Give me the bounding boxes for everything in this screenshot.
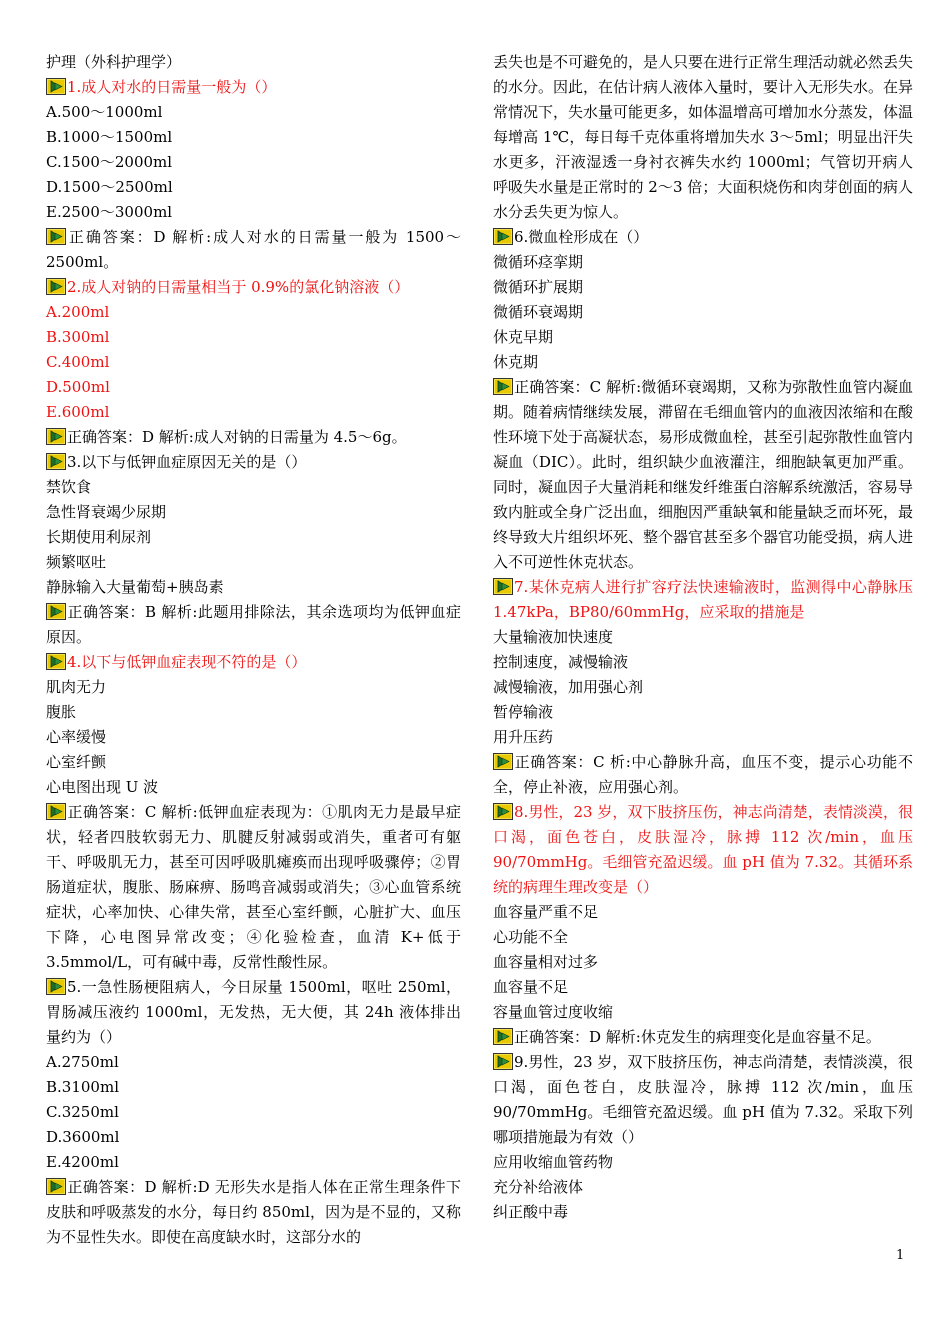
option-text: 大量输液加快速度	[493, 628, 614, 646]
option-text: C.1500～2000ml	[46, 153, 173, 171]
option	[46, 575, 461, 600]
option-text: 静脉输入大量葡萄+胰岛素	[46, 578, 224, 596]
bookmark-icon	[46, 803, 66, 820]
option	[493, 700, 913, 725]
left-column	[46, 50, 461, 1250]
option-text: 心电图出现 U 波	[46, 778, 159, 796]
question-text: 4.以下与低钾血症表现不符的是（）	[67, 653, 307, 671]
option	[46, 400, 461, 425]
option	[46, 175, 461, 200]
answer	[46, 800, 461, 975]
option	[493, 925, 913, 950]
option-text: B.1000～1500ml	[46, 128, 173, 146]
option	[46, 325, 461, 350]
option	[493, 250, 913, 275]
option-text: C.3250ml	[46, 1103, 119, 1121]
option-text: 血容量严重不足	[493, 903, 599, 921]
option-text: 血容量相对过多	[493, 953, 599, 971]
option-text: D.1500～2500ml	[46, 178, 173, 196]
option-text: 充分补给液体	[493, 1178, 584, 1196]
answer	[46, 600, 461, 650]
right-column	[493, 50, 913, 1225]
option-text: 心率缓慢	[46, 728, 107, 746]
answer-text: 正确答案：B 解析:此题用排除法，其余选项均为低钾血症原因。	[46, 603, 461, 646]
option	[493, 1175, 913, 1200]
option-text: C.400ml	[46, 353, 110, 371]
bookmark-icon	[493, 803, 513, 820]
answer-text: 正确答案：D 解析:成人对水的日需量一般为 1500～2500ml。	[46, 228, 461, 271]
question-text: 7.某休克病人进行扩容疗法快速输液时，监测得中心静脉压 1.47kPa，BP80/60mmHg，应采取的措施是	[493, 578, 913, 621]
option	[493, 675, 913, 700]
bookmark-icon	[46, 1178, 66, 1195]
bookmark-icon	[46, 278, 66, 295]
bookmark-icon	[493, 378, 513, 395]
bookmark-icon	[493, 1053, 513, 1070]
option-text: A.2750ml	[46, 1053, 119, 1071]
option-text: 休克期	[493, 353, 539, 371]
question-text: 8.男性，23 岁，双下肢挤压伤，神志尚清楚，表情淡漠，很口渴，面色苍白，皮肤湿冷，脉搏 112 次/min，血压 90/70mmHg。毛细管充盈迟缓。血 pH 值为 7.32。其循环系统的病理生理改变是（）	[493, 803, 913, 896]
paragraph-text: 丢失也是不可避免的，是人只要在进行正常生理活动就必然丢失的水分。因此，在估计病人液体入量时，要计入无形失水。在异常情况下，失水量可能更多，如体温增高可增加水分蒸发，体温每增高 1℃，每日每千克体重将增加失水 3～5ml；明显出汗失水更多，汗液湿透一身衬衣裤失水约 1000ml；气管切开病人呼吸失水量是正常时的 2～3 倍；大面积烧伤和肉芽创面的病人水分丢失更为惊人。	[493, 53, 914, 221]
paragraph	[46, 50, 461, 75]
option	[46, 1125, 461, 1150]
option-text: 急性肾衰竭少尿期	[46, 503, 167, 521]
bookmark-icon	[46, 428, 66, 445]
question-text: 1.成人对水的日需量一般为（）	[67, 78, 277, 96]
answer	[46, 1175, 461, 1250]
option-text: 肌肉无力	[46, 678, 107, 696]
option-text: 腹胀	[46, 703, 77, 721]
answer	[493, 1025, 913, 1050]
option-text: 暂停输液	[493, 703, 554, 721]
option	[493, 325, 913, 350]
question-text: 9.男性，23 岁，双下肢挤压伤，神志尚清楚，表情淡漠，很口渴，面色苍白，皮肤湿冷，脉搏 112 次/min，血压 90/70mmHg。毛细管充盈迟缓。血 pH 值为 7.32。采取下列哪项措施最为有效（）	[493, 1053, 913, 1146]
question	[493, 800, 913, 900]
answer-text: 正确答案：D 解析:D 无形失水是指人体在正常生理条件下皮肤和呼吸蒸发的水分，每日约 850ml，因为是不显的，又称为不显性失水。即使在高度缺水时，这部分水的	[46, 1178, 461, 1246]
option	[46, 1075, 461, 1100]
option	[46, 375, 461, 400]
answer-text: 正确答案：C 解析:低钾血症表现为：①肌肉无力是最早症状，轻者四肢软弱无力、肌腱反射减弱或消失，重者可有躯干、呼吸肌无力，甚至可因呼吸肌瘫痪而出现呼吸骤停；②胃肠道症状，腹胀、肠麻痹、肠鸣音减弱或消失；③心血管系统症状，心率加快、心律失常，甚至心室纤颤，心脏扩大、血压下降，心电图异常改变；④化验检查，血清 K+低于 3.5mmol/L，可有碱中毒，反常性酸性尿。	[46, 803, 461, 971]
option	[46, 475, 461, 500]
option-text: 减慢输液，加用强心剂	[493, 678, 644, 696]
option-text: 微循环衰竭期	[493, 303, 584, 321]
paragraph-text: 护理（外科护理学）	[46, 53, 182, 71]
question	[493, 225, 913, 250]
paragraph	[493, 50, 913, 225]
option-text: 容量血管过度收缩	[493, 1003, 614, 1021]
option-text: 心功能不全	[493, 928, 569, 946]
option-text: A.500～1000ml	[46, 103, 163, 121]
option	[493, 275, 913, 300]
option	[493, 1150, 913, 1175]
option	[46, 775, 461, 800]
question-text: 2.成人对钠的日需量相当于 0.9%的氯化钠溶液（）	[67, 278, 410, 296]
option-text: D.500ml	[46, 378, 110, 396]
option-text: D.3600ml	[46, 1128, 120, 1146]
option	[46, 1100, 461, 1125]
option	[493, 650, 913, 675]
question	[493, 575, 913, 625]
option	[46, 1150, 461, 1175]
option-text: 休克早期	[493, 328, 554, 346]
question	[493, 1050, 913, 1150]
option-text: 血容量不足	[493, 978, 569, 996]
answer-text: 正确答案：D 解析:成人对钠的日需量为 4.5～6g。	[67, 428, 407, 446]
page-number: 1	[896, 1248, 905, 1263]
option	[46, 100, 461, 125]
option	[493, 1000, 913, 1025]
question-text: 6.微血栓形成在（）	[514, 228, 649, 246]
option-text: 长期使用利尿剂	[46, 528, 152, 546]
bookmark-icon	[493, 753, 513, 770]
option	[46, 150, 461, 175]
bookmark-icon	[493, 228, 513, 245]
bookmark-icon	[46, 228, 66, 245]
bookmark-icon	[46, 653, 66, 670]
option	[46, 525, 461, 550]
question	[46, 975, 461, 1050]
question	[46, 650, 461, 675]
bookmark-icon	[46, 78, 66, 95]
bookmark-icon	[46, 453, 66, 470]
bookmark-icon	[493, 1028, 513, 1045]
option-text: 微循环痉挛期	[493, 253, 584, 271]
question	[46, 275, 461, 300]
bookmark-icon	[46, 978, 66, 995]
option-text: B.300ml	[46, 328, 110, 346]
answer-text: 正确答案：C 析:中心静脉升高，血压不变，提示心功能不全，停止补液，应用强心剂。	[493, 753, 913, 796]
option-text: E.2500～3000ml	[46, 203, 173, 221]
option-text: 频繁呕吐	[46, 553, 107, 571]
option	[493, 900, 913, 925]
option-text: 心室纤颤	[46, 753, 107, 771]
option	[46, 1050, 461, 1075]
question	[46, 75, 461, 100]
option	[493, 350, 913, 375]
option	[46, 725, 461, 750]
option	[46, 550, 461, 575]
option-text: B.3100ml	[46, 1078, 119, 1096]
question	[46, 450, 461, 475]
option	[493, 300, 913, 325]
option	[46, 675, 461, 700]
option-text: 用升压药	[493, 728, 554, 746]
answer	[493, 375, 913, 575]
option-text: A.200ml	[46, 303, 110, 321]
option	[46, 700, 461, 725]
answer-text: 正确答案：C 解析:微循环衰竭期，又称为弥散性血管内凝血期。随着病情继续发展，滞留在毛细血管内的血液因浓缩和在酸性环境下处于高凝状态，易形成微血栓，甚至引起弥散性血管内凝血（DIC）。此时，组织缺少血液灌注，细胞缺氧更加严重。同时，凝血因子大量消耗和继发纤维蛋白溶解系统激活，容易导致内脏或全身广泛出血，细胞因严重缺氧和能量缺乏而坏死，最终导致大片组织坏死、整个器官甚至多个器官功能受损，病人进入不可逆性休克状态。	[493, 378, 914, 571]
option	[46, 300, 461, 325]
option-text: E.600ml	[46, 403, 110, 421]
option	[493, 975, 913, 1000]
option-text: 纠正酸中毒	[493, 1203, 569, 1221]
option	[46, 750, 461, 775]
question-text: 5.一急性肠梗阻病人，今日尿量 1500ml，呕吐 250ml，胃肠减压液约 1000ml，无发热，无大便，其 24h 液体排出量约为（）	[46, 978, 461, 1046]
option	[493, 950, 913, 975]
answer	[493, 750, 913, 800]
option-text: 禁饮食	[46, 478, 92, 496]
option	[46, 125, 461, 150]
bookmark-icon	[493, 578, 513, 595]
question-text: 3.以下与低钾血症原因无关的是（）	[67, 453, 307, 471]
answer	[46, 225, 461, 275]
bookmark-icon	[46, 603, 66, 620]
option	[46, 500, 461, 525]
option	[493, 625, 913, 650]
option-text: 应用收缩血管药物	[493, 1153, 614, 1171]
answer-text: 正确答案：D 解析:休克发生的病理变化是血容量不足。	[514, 1028, 881, 1046]
option	[493, 725, 913, 750]
option	[46, 200, 461, 225]
option	[493, 1200, 913, 1225]
answer	[46, 425, 461, 450]
option-text: 微循环扩展期	[493, 278, 584, 296]
option	[46, 350, 461, 375]
option-text: E.4200ml	[46, 1153, 119, 1171]
option-text: 控制速度，减慢输液	[493, 653, 629, 671]
